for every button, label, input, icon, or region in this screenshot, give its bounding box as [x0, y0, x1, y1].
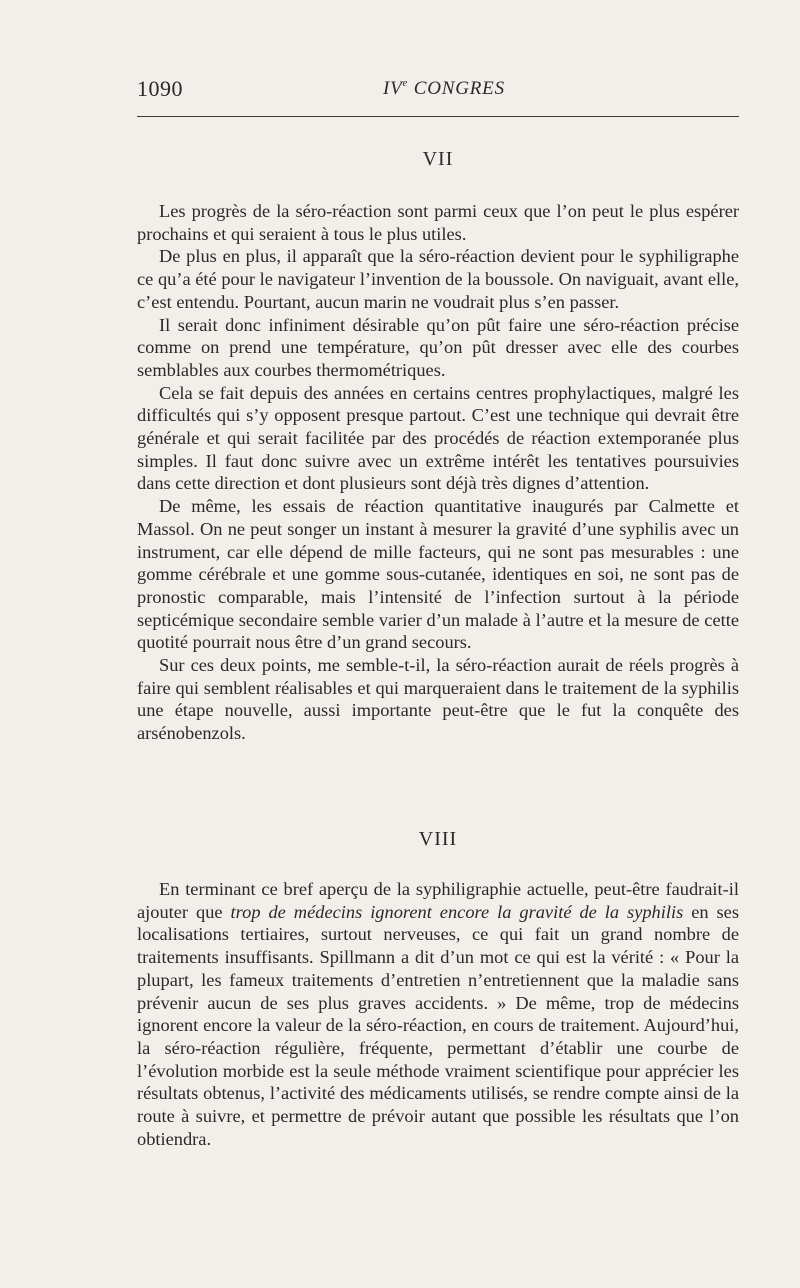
- page-number: 1090: [137, 76, 183, 101]
- paragraph: Cela se fait depuis des années en certains centres prophylactiques, malgré les difficultés qui s’y opposent presque partout. C’est une technique qui devrait être générale et qui serait facilitée par des procédés de réaction extemporanée plus simples. Il faut donc suivre avec un extrême intérêt les tentatives poursuivies dans cette direction et dont plusieurs sont déjà très dignes d’attention.: [137, 382, 739, 494]
- page-header: [137, 74, 739, 104]
- paragraph: De même, les essais de réaction quantitative inaugurés par Calmette et Massol. On ne peut songer un instant à mesurer la gravité d’une syphilis avec un instrument, car elle dépend de mille facteurs, qui ne sont pas mesurables : une gomme cérébrale et une gomme sous-cutanée, identiques en soi, ne sont pas de pronostic comparable, mais l’intensité de l’infection surtout à la période septicémique secondaire semble varier d’un malade à l’autre et la mesure de cette quotité pourrait nous être d’un grand secours.: [137, 496, 739, 653]
- running-head-prefix: IV: [383, 78, 403, 99]
- header-rule: [137, 116, 739, 117]
- section-viii-body: [137, 878, 739, 1150]
- paragraph: De plus en plus, il apparaît que la séro-réaction devient pour le syphiligraphe ce qu’a été pour le navigateur l’invention de la boussole. On naviguait, avant elle, c’est entendu. Pourtant, aucun marin ne voudrait plus s’en passer.: [137, 246, 739, 312]
- paragraph-text: En terminant ce bref aperçu de la syphiligraphie actuelle, peut-être faudrait-il ajouter que: [137, 879, 739, 922]
- paragraph-text: en ses localisations tertiaires, surtout nerveuses, ce qui fait un grand nombre de traitements insuffisants. Spillmann a dit d’un mot ce qui est la vérité : « Pour la plupart, les fameux traitements d’entretien n’entretiennent que la maladie sans prévenir aucun de ses plus graves accidents. » De même, trop de médecins ignorent encore la valeur de la séro-réaction, en cours de traitement. Aujourd’hui, la séro-réaction régulière, fréquente, permettant d’établir une courbe de l’évolution morbide est la seule méthode vraiment scientifique pour apprécier les résultats obtenus, l’activité des médicaments utilisés, se rendre compte ainsi de la route à suivre, et permettre de prévoir autant que possible les résultats que l’on obtiendra.: [137, 901, 739, 1149]
- paragraph: Les progrès de la séro-réaction sont parmi ceux que l’on peut le plus espérer prochains et qui seraient à tous le plus utiles.: [137, 201, 739, 244]
- running-head: [383, 77, 505, 100]
- emphasized-text: trop de médecins ignorent encore la gravité de la syphilis: [230, 901, 684, 922]
- paragraph: Sur ces deux points, me semble-t-il, la séro-réaction aurait de réels progrès à faire qui semblent réalisables et qui marqueraient dans le traitement de la syphilis une étape nouvelle, aussi importante peut-être que le fut la conquête des arsénobenzols.: [137, 655, 739, 744]
- section-heading-vii: VII: [422, 148, 454, 170]
- running-head-rest: CONGRES: [408, 78, 505, 99]
- running-head-superscript: e: [402, 77, 409, 89]
- paragraph: [137, 878, 739, 1150]
- section-heading-viii: VIII: [418, 828, 458, 850]
- section-vii-body: [137, 200, 739, 745]
- paragraph: Il serait donc infiniment désirable qu’on pût faire une séro-réaction précise comme on prend une température, qu’on pût dresser avec elle des courbes semblables aux courbes thermométriques.: [137, 314, 739, 380]
